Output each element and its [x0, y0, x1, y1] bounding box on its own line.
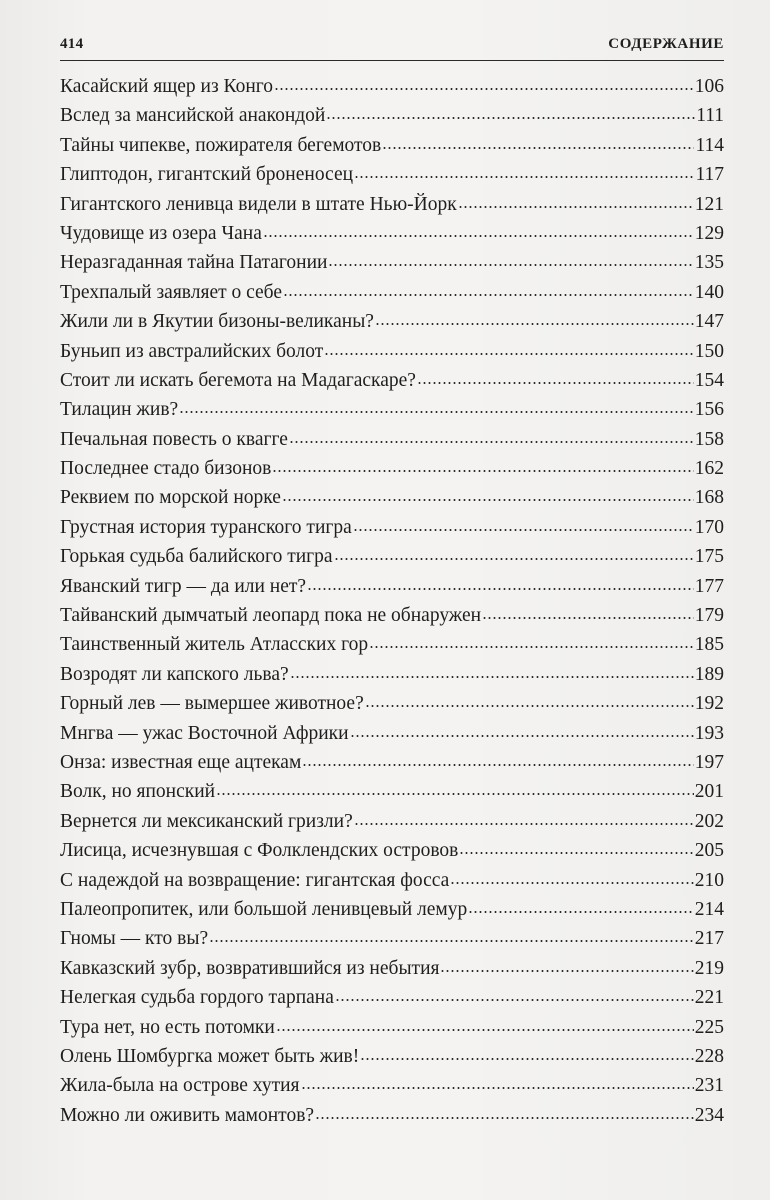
toc-entry-title: Вслед за мансийской анакондой [60, 105, 326, 127]
toc-entry-page: 117 [695, 164, 724, 186]
toc-entry-page: 189 [694, 663, 724, 685]
dot-leader [272, 469, 693, 473]
toc-entry-page: 129 [694, 222, 724, 244]
toc-entry-title: Горькая судьба балийского тигра [60, 546, 333, 568]
toc-entry [60, 248, 724, 277]
toc-entry-page: 175 [694, 546, 724, 568]
toc-entry-page: 170 [694, 516, 724, 538]
toc-entry-title: Онза: известная еще ацтекам [60, 751, 302, 773]
toc-entry-title: Таинственный житель Атласских гор [60, 634, 369, 656]
toc-entry-page: 156 [694, 399, 724, 421]
dot-leader [289, 440, 694, 444]
toc-entry [60, 836, 724, 865]
toc-entry [60, 660, 724, 689]
toc-entry [60, 337, 724, 366]
toc-entry [60, 542, 724, 571]
toc-entry-title: Тайванский дымчатый леопард пока не обнаружен [60, 605, 482, 627]
toc-entry-title: Тилацин жив? [60, 399, 179, 421]
toc-entry-title: Возродят ли капского льва? [60, 663, 289, 685]
toc-entry-title: Грустная история туранского тигра [60, 516, 352, 538]
toc-entry [60, 425, 724, 454]
toc-entry [60, 1013, 724, 1042]
dot-leader [382, 146, 694, 150]
dot-leader [209, 939, 694, 943]
toc-entry-title: Тайны чипекве, пожирателя бегемотов [60, 134, 382, 156]
toc-entry [60, 1071, 724, 1100]
dot-leader [179, 410, 694, 414]
toc-entry-title: Стоит ли искать бегемота на Мадагаскаре? [60, 369, 416, 391]
dot-leader [263, 234, 694, 238]
toc-entry-page: 114 [695, 134, 724, 156]
toc-entry-page: 162 [694, 458, 724, 480]
toc-entry [60, 748, 724, 777]
dot-leader [328, 263, 693, 267]
toc-entry [60, 72, 724, 101]
toc-entry [60, 160, 724, 189]
toc-entry-title: Буньип из австралийских болот [60, 340, 324, 362]
toc-entry-title: Чудовище из озера Чана [60, 222, 262, 244]
toc-entry [60, 395, 724, 424]
toc-entry-title: Жила-была на острове хутия [60, 1075, 300, 1097]
toc-entry-title: Тура нет, но есть потомки [60, 1016, 275, 1038]
toc-entry [60, 101, 724, 130]
dot-leader [354, 822, 694, 826]
toc-entry-title: Последнее стадо бизонов [60, 458, 272, 480]
toc-entry-title: Можно ли оживить мамонтов? [60, 1104, 315, 1126]
toc-entry [60, 454, 724, 483]
toc-entry-title: Жили ли в Якутии бизоны-великаны? [60, 311, 374, 333]
toc-entry-title: Гигантского ленивца видели в штате Нью-Йорк [60, 193, 457, 215]
dot-leader [354, 175, 694, 179]
toc-entry [60, 601, 724, 630]
dot-leader [302, 763, 693, 767]
dot-leader [315, 1116, 694, 1120]
toc-entry-page: 197 [694, 751, 724, 773]
toc-entry-page: 192 [694, 693, 724, 715]
toc-entry [60, 513, 724, 542]
toc-entry-page: 140 [694, 281, 724, 303]
dot-leader [369, 645, 694, 649]
toc-entry-page: 205 [694, 840, 724, 862]
toc-entry [60, 366, 724, 395]
toc-entry-page: 150 [694, 340, 724, 362]
toc-entry [60, 924, 724, 953]
toc-entry-page: 135 [694, 252, 724, 274]
toc-entry-title: Мнгва — ужас Восточной Африки [60, 722, 349, 744]
toc-entry-page: 154 [694, 369, 724, 391]
toc-entry-page: 179 [694, 605, 724, 627]
toc-entry [60, 777, 724, 806]
header-rule [60, 60, 724, 61]
toc-entry-page: 111 [696, 105, 724, 127]
dot-leader [482, 616, 694, 620]
toc-entry [60, 1042, 724, 1071]
toc-entry-title: Лисица, исчезнувшая с Фолклендских островов [60, 840, 459, 862]
toc-entry [60, 719, 724, 748]
dot-leader [375, 322, 694, 326]
toc-entry-page: 106 [694, 76, 724, 97]
toc-entry-page: 217 [694, 928, 724, 950]
dot-leader [301, 1086, 694, 1090]
toc-entry [60, 954, 724, 983]
toc-entry [60, 895, 724, 924]
dot-leader [468, 910, 694, 914]
dot-leader [350, 734, 694, 738]
dot-leader [353, 528, 694, 532]
toc-entry [60, 572, 724, 601]
dot-leader [365, 704, 694, 708]
toc-entry-title: С надеждой на возвращение: гигантская фосса [60, 869, 450, 891]
toc-entry-page: 121 [694, 193, 724, 215]
toc-entry-title: Реквием по морской норке [60, 487, 281, 509]
dot-leader [307, 587, 694, 591]
toc-entry-page: 210 [694, 869, 724, 891]
toc-entry-page: 214 [694, 898, 724, 920]
toc-entry-page: 201 [694, 781, 724, 803]
toc-entry [60, 807, 724, 836]
toc-entry-title: Нелегкая судьба гордого тарпана [60, 987, 334, 1009]
toc-entry-page: 147 [694, 311, 724, 333]
toc-entry-title: Вернется ли мексиканский гризли? [60, 810, 353, 832]
toc-entry-title: Яванский тигр — да или нет? [60, 575, 307, 597]
dot-leader [274, 87, 694, 91]
toc-entry-title: Олень Шомбургка может быть жив! [60, 1045, 360, 1067]
toc-entry-page: 193 [694, 722, 724, 744]
toc-entry-page: 185 [694, 634, 724, 656]
toc-entry [60, 866, 724, 895]
toc-entry-page: 177 [694, 575, 724, 597]
toc-entry-title: Печальная повесть о квагге [60, 428, 288, 450]
toc-entry-page: 225 [694, 1016, 724, 1038]
page-header [60, 30, 724, 62]
dot-leader [216, 792, 694, 796]
toc-entry-page: 158 [694, 428, 724, 450]
toc-entry-page: 234 [694, 1104, 724, 1126]
toc-entry [60, 190, 724, 219]
dot-leader [326, 116, 695, 120]
toc-entry-title: Трехпалый заявляет о себе [60, 281, 282, 303]
dot-leader [283, 293, 694, 297]
toc-entry-title: Неразгаданная тайна Патагонии [60, 252, 328, 274]
toc-entry [60, 630, 724, 659]
toc-entry-title: Кавказский зубр, возвратившийся из небытия [60, 957, 440, 979]
toc-entry-title: Глиптодон, гигантский броненосец [60, 164, 354, 186]
toc-entry [60, 131, 724, 160]
dot-leader [417, 381, 694, 385]
toc-entry [60, 483, 724, 512]
dot-leader [334, 557, 694, 561]
toc-entry [60, 983, 724, 1012]
table-of-contents [60, 72, 724, 1130]
toc-entry [60, 278, 724, 307]
toc-entry [60, 219, 724, 248]
toc-entry-page: 202 [694, 810, 724, 832]
toc-entry-title: Гномы — кто вы? [60, 928, 209, 950]
dot-leader [458, 205, 694, 209]
dot-leader [276, 1028, 694, 1032]
page-number: 414 [60, 36, 84, 52]
dot-leader [459, 851, 693, 855]
toc-entry-title: Волк, но японский [60, 781, 216, 803]
toc-entry-title: Касайский ящер из Конго [60, 76, 274, 97]
dot-leader [360, 1057, 694, 1061]
toc-entry-page: 228 [694, 1045, 724, 1067]
dot-leader [335, 998, 694, 1002]
dot-leader [290, 675, 694, 679]
toc-entry-page: 231 [694, 1075, 724, 1097]
toc-entry-page: 219 [694, 957, 724, 979]
toc-entry-page: 168 [694, 487, 724, 509]
toc-entry [60, 689, 724, 718]
toc-entry-title: Палеопропитек, или большой ленивцевый лемур [60, 898, 468, 920]
toc-entry [60, 307, 724, 336]
toc-entry [60, 1101, 724, 1130]
toc-entry-page: 221 [694, 987, 724, 1009]
dot-leader [440, 969, 693, 973]
dot-leader [450, 881, 693, 885]
toc-entry-title: Горный лев — вымершее животное? [60, 693, 364, 715]
dot-leader [324, 352, 694, 356]
dot-leader [282, 498, 694, 502]
running-title: СОДЕРЖАНИЕ [608, 36, 724, 52]
